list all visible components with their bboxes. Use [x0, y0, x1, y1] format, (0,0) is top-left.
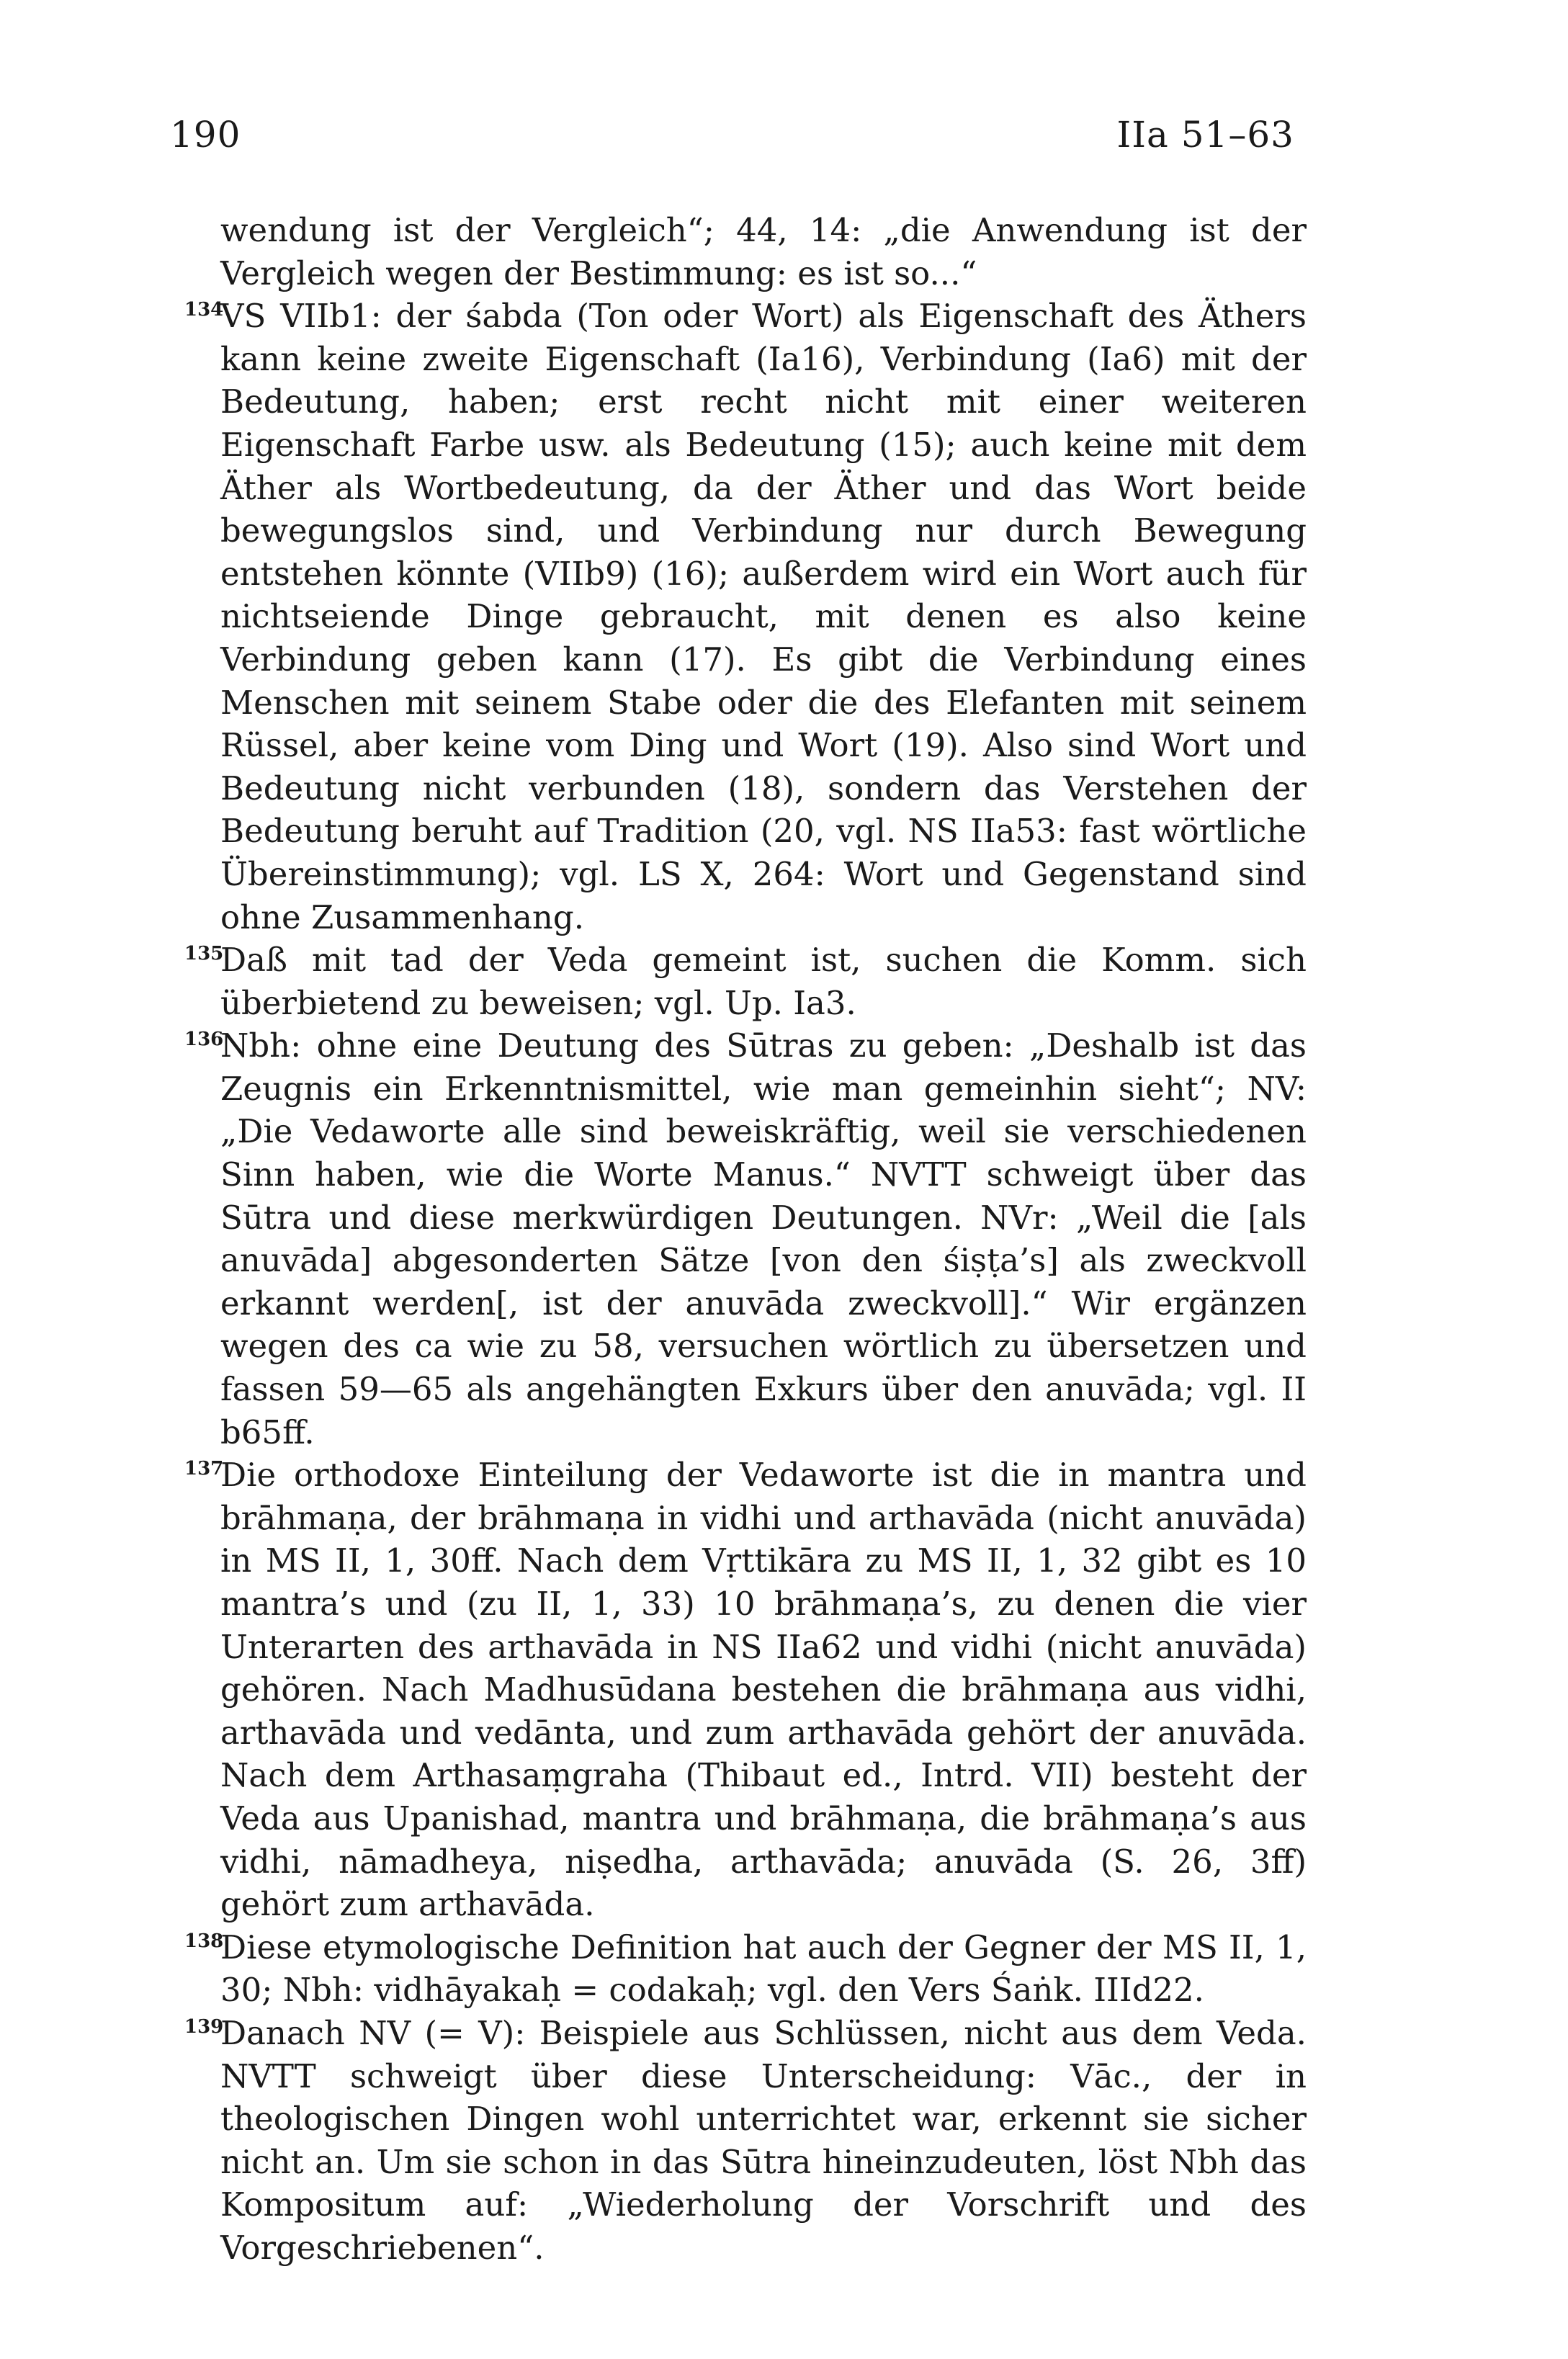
footnote-text: wendung ist der Vergleich“; 44, 14: „die Anwendung ist der Vergleich wegen der Bestimmung: es ist so...“ [220, 211, 1307, 292]
footnote-136 [184, 1024, 1307, 1454]
footnote-135 [184, 939, 1307, 1024]
footnote-137 [184, 1454, 1307, 1926]
footnote-number: 136 [184, 1029, 224, 1051]
footnote-text: Nbh: ohne eine Deutung des Sūtras zu geben: „Deshalb ist das Zeugnis ein Erkenntnismittel, wie man gemeinhin sieht“; NV: „Die Vedaworte alle sind beweiskräftig, weil sie verschiedenen Sinn haben, wie die Worte Manus.“ NVTT schweigt über das Sūtra und diese merkwürdigen Deutungen. NVr: „Weil die [als anuvāda] abgesonderten Sätze [von den śiṣṭa’s] als zweckvoll erkannt werden[, ist der anuvāda zweckvoll].“ Wir ergänzen wegen des ca wie zu 58, versuchen wörtlich zu übersetzen und fassen 59—65 als angehängten Exkurs über den anuvāda; vgl. II b65ff. [220, 1026, 1307, 1451]
footnote-number: 135 [184, 943, 224, 965]
footnote-text: Daß mit tad der Veda gemeint ist, suchen die Komm. sich überbietend zu beweisen; vgl. Up. Ia3. [220, 941, 1307, 1022]
footnote-continuation [220, 209, 1307, 295]
footnote-number: 138 [184, 1930, 224, 1952]
footnote-text: Die orthodoxe Einteilung der Vedaworte ist die in mantra und brāhmaṇa, der brāhmaṇa in vidhi und arthavāda (nicht anuvāda) in MS II, 1, 30ff. Nach dem Vṛttikāra zu MS II, 1, 32 gibt es 10 mantra’s und (zu II, 1, 33) 10 brāhmaṇa’s, zu denen die vier Unterarten des arthavāda in NS IIa62 und vidhi (nicht anuvāda) gehören. Nach Madhusūdana bestehen die brāhmaṇa aus vidhi, arthavāda und vedānta, und zum arthavāda gehört der anuvāda. Nach dem Arthasaṃgraha (Thibaut ed., Intrd. VII) besteht der Veda aus Upanishad, mantra und brāhmaṇa, die brāhmaṇa’s aus vidhi, nāmadheya, niṣedha, arthavāda; anuvāda (S. 26, 3ff) gehört zum arthavāda. [220, 1456, 1307, 1924]
footnote-text: VS VIIb1: der śabda (Ton oder Wort) als Eigenschaft des Äthers kann keine zweite Eigenschaft (Ia16), Verbindung (Ia6) mit der Bedeutung, haben; erst recht nicht mit einer weiteren Eigenschaft Farbe usw. als Bedeutung (15); auch keine mit dem Äther als Wortbedeutung, da der Äther und das Wort beide bewegungslos sind, und Verbindung nur durch Bewegung entstehen könnte (VIIb9) (16); außerdem wird ein Wort auch für nichtseiende Dinge gebraucht, mit denen es also keine Verbindung geben kann (17). Es gibt die Verbindung eines Menschen mit seinem Stabe oder die des Elefanten mit seinem Rüssel, aber keine vom Ding und Wort (19). Also sind Wort und Bedeutung nicht verbunden (18), sondern das Verstehen der Bedeutung beruht auf Tradition (20, vgl. NS IIa53: fast wörtliche Übereinstimmung); vgl. LS X, 264: Wort und Gegenstand sind ohne Zusammenhang. [220, 297, 1307, 936]
footnote-number: 134 [184, 299, 224, 321]
footnotes-section [184, 209, 1307, 2270]
footnote-number: 137 [184, 1458, 224, 1480]
page-number: 190 [170, 114, 241, 156]
footnote-text: Danach NV (= V): Beispiele aus Schlüssen, nicht aus dem Veda. NVTT schweigt über diese Unterscheidung: Vāc., der in theologischen Dingen wohl unterrichtet war, erkennt sie sicher nicht an. Um sie schon in das Sūtra hineinzudeuten, löst Nbh das Kompositum auf: „Wiederholung der Vorschrift und des Vorgeschriebenen“. [220, 2013, 1307, 2267]
footnote-134 [184, 295, 1307, 939]
running-head: IIa 51–63 [1116, 114, 1294, 156]
footnote-text: Diese etymologische Definition hat auch der Gegner der MS II, 1, 30; Nbh: vidhāyakaḥ = codakaḥ; vgl. den Vers Śaṅk. IIId22. [220, 1928, 1307, 2010]
footnote-139 [184, 2012, 1307, 2270]
footnote-138 [184, 1926, 1307, 2012]
footnote-number: 139 [184, 2015, 224, 2038]
